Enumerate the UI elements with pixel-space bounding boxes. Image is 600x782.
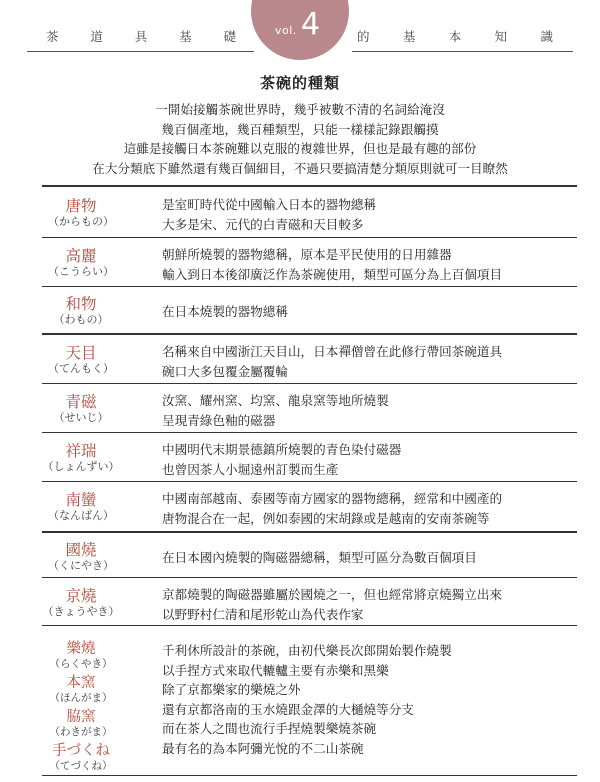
header-right-label: [357, 28, 553, 44]
entry-reading: （こうらい）: [48, 265, 114, 278]
table-rule: [42, 185, 577, 187]
entry-line: 是室町時代從中國輸入日本的器物總稱: [162, 197, 377, 212]
group-line: 還有京都洛南的玉水燒跟金澤的大樋燒等分支: [162, 701, 414, 717]
group-line: 而在茶人之間也流行手捏燒製樂燒茶碗: [162, 721, 377, 736]
entry-description: [162, 302, 288, 322]
entry-name: 高麗: [65, 247, 97, 265]
entry-term: [42, 491, 120, 523]
group-term-name: 樂燒: [66, 641, 96, 657]
entry-name: 和物: [65, 295, 97, 313]
entry-term: [42, 247, 120, 279]
intro-line: 在大分類底下雖然還有幾百個細目，不過只要搞清楚分類原則就可一目瞭然: [92, 160, 508, 176]
table-rule: [42, 286, 577, 287]
group-term: [42, 709, 120, 739]
header-right-char: 識: [540, 29, 553, 44]
entry-description: [162, 342, 502, 381]
group-term: [42, 641, 120, 671]
page-title: 茶碗的種類: [259, 74, 340, 92]
group-term-reading: （わきがま）: [49, 726, 113, 738]
group-line: 最有名的為本阿彌光悅的不二山茶碗: [162, 740, 364, 756]
entry-name: 青磁: [65, 393, 97, 411]
group-term: [42, 675, 120, 705]
header-rule-right: [352, 51, 573, 52]
entry-description: [162, 440, 401, 479]
table-rule: [42, 481, 577, 482]
entry-term: [42, 197, 120, 229]
header-right-char: 知: [494, 29, 508, 44]
entry-name: 國燒: [65, 541, 97, 559]
table-rule: [42, 775, 577, 776]
header-rule-left: [27, 51, 254, 52]
entry-reading: （しょんずい）: [42, 460, 120, 473]
entry-reading: （からもの）: [48, 215, 114, 228]
group-line: 以手捏方式來取代轆轤主要有赤樂和黑樂: [162, 662, 389, 678]
volume-label: vol.: [275, 24, 297, 37]
entry-line: 京都燒製的陶磁器雖屬於國燒之一，但也經常將京燒獨立出來: [162, 587, 503, 602]
table-rule: [42, 237, 577, 238]
header-left-label: [46, 28, 236, 44]
header-left-char: 道: [90, 29, 103, 44]
entry-reading: （きょうやき）: [42, 605, 120, 618]
entry-line: 汝窯、耀州窯、均窯、龍泉窯等地所燒製: [162, 393, 389, 408]
entry-reading: （わもの）: [53, 313, 109, 326]
entry-name: 唐物: [65, 197, 97, 215]
entry-reading: （なんばん）: [48, 509, 114, 522]
entry-name: 南蠻: [65, 491, 97, 509]
entry-name: 祥瑞: [65, 442, 97, 460]
header-right-char: 基: [402, 29, 416, 44]
entry-line: 碗口大多包覆金屬覆輪: [162, 363, 288, 379]
table-rule: [42, 333, 577, 335]
table-rule: [42, 531, 577, 533]
entry-name: 京燒: [65, 587, 97, 605]
entry-term: [42, 393, 120, 425]
table-rule: [42, 625, 577, 626]
entry-description: [162, 489, 502, 528]
group-line: 千利休所設計的茶碗，由初代樂長次郎開始製作燒製: [162, 643, 452, 658]
raku-group-description: [162, 641, 452, 758]
entry-term: [42, 587, 120, 619]
header-left-char: 具: [134, 29, 148, 44]
entry-description: [162, 548, 477, 568]
entry-description: [162, 585, 502, 624]
entry-reading: （くにやき）: [48, 559, 114, 572]
entry-line: 名稱來自中國浙江天目山，日本禪僧曾在此修行帶回茶碗道具: [162, 344, 503, 359]
intro-line: 一開始接觸茶碗世界時，幾乎被數不清的名詞給淹沒: [155, 102, 445, 117]
header-right-char: 本: [448, 29, 462, 44]
entry-term: [42, 344, 120, 376]
entry-line: 朝鮮所燒製的器物總稱，原本是平民使用的日用雜器: [162, 247, 452, 262]
header-right-char: 的: [357, 29, 370, 44]
group-term-reading: （らくやき）: [49, 658, 113, 670]
group-term: [42, 743, 120, 773]
header-left-char: 茶: [46, 29, 59, 44]
entry-name: 天目: [65, 344, 97, 362]
entry-description: [162, 391, 389, 430]
volume-badge: [251, 0, 349, 60]
entry-term: [42, 295, 120, 327]
entry-description: [162, 195, 376, 234]
entry-term: [42, 442, 120, 474]
header-left-char: 基: [179, 29, 192, 44]
raku-group-terms: [42, 641, 120, 777]
entry-line: 呈現青綠色釉的磁器: [162, 412, 276, 428]
entry-line: 大多是宋、元代的白青磁和天目較多: [162, 216, 364, 232]
entry-line: 在日本國內燒製的陶磁器總稱，類型可區分為數百個項目: [162, 550, 477, 565]
intro-line: 這雖是接觸日本茶碗難以克服的複雜世界，但也是最有趣的部份: [123, 141, 477, 156]
entry-line: 中國明代末期景德鎮所燒製的青色染付磁器: [162, 442, 402, 457]
entry-reading: （てんもく）: [48, 362, 114, 375]
entry-line: 也曾因茶人小堀遠州訂製而生產: [162, 461, 339, 477]
entry-description: [162, 245, 502, 284]
intro-paragraph: [0, 100, 600, 178]
entry-term: [42, 541, 120, 573]
entry-line: 輸入到日本後卻廣泛作為茶碗使用，類型可區分為上百個項目: [162, 266, 503, 282]
group-line: 除了京都樂家的樂燒之外: [162, 682, 301, 697]
table-rule: [42, 432, 577, 433]
entry-line: 以野野村仁清和尾形乾山為代表作家: [162, 606, 364, 622]
entry-line: 在日本燒製的器物總稱: [162, 304, 288, 319]
entry-line: 唐物混合在一起，例如泰國的宋胡錄或是越南的安南茶碗等: [162, 510, 490, 526]
group-term-name: 本窯: [66, 675, 96, 691]
group-term-reading: （てづくね）: [49, 760, 113, 772]
table-rule: [42, 577, 577, 578]
intro-line: 幾百個產地，幾百種類型，只能一樣樣記錄跟觸摸: [161, 121, 439, 137]
volume-number: 4: [301, 7, 321, 42]
header-left-char: 礎: [223, 29, 236, 44]
table-rule: [42, 383, 577, 384]
entry-reading: （せいじ）: [53, 411, 109, 424]
group-term-name: 手づくね: [52, 743, 110, 759]
entry-line: 中國南部越南、泰國等南方國家的器物總稱，經常和中國產的: [162, 491, 503, 506]
group-term-reading: （ほんがま）: [49, 692, 113, 704]
group-term-name: 脇窯: [66, 709, 96, 725]
